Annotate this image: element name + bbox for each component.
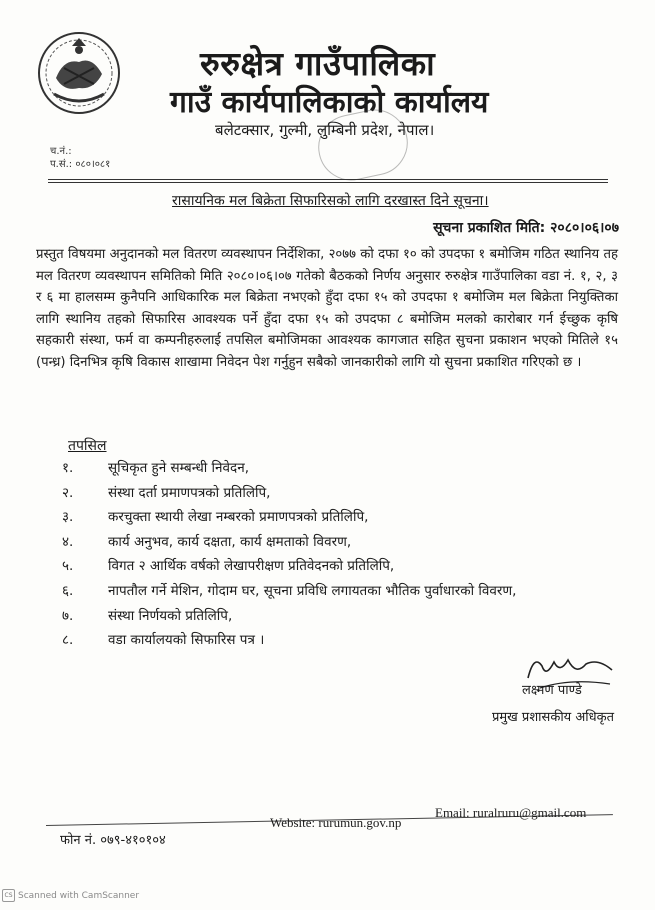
list-item xyxy=(62,483,582,508)
list-item-number: ४. xyxy=(62,533,74,550)
list-item-number: ३. xyxy=(62,509,74,526)
footer-email: Email: ruralruru@gmail.com xyxy=(435,805,587,820)
list-item-number: ७. xyxy=(62,607,74,624)
ref-number-label: च.नं.: xyxy=(50,146,72,157)
signatory-title: प्रमुख प्रशासकीय अधिकृत xyxy=(492,710,615,725)
header-divider-2 xyxy=(48,182,608,183)
list-item-number: ५. xyxy=(62,558,74,575)
list-item xyxy=(62,556,582,581)
footer-website: Website: rurumun.gov.np xyxy=(270,815,402,830)
notice-body: प्रस्तुत विषयमा अनुदानको मल वितरण व्यवस्थापन निर्देशिका, २०७७ को दफा १० को उपदफा १ बमोजिम गठित स्थानिय तह मल वितरण व्यवस्थापन समितिको मिति २०८०।०६।०७ गतेको बैठकको निर्णय अनुसार रुरुक्षेत्र गाउँपालिका वडा नं. १, २, ३ र ६ मा हालसम्म कुनैपनि आधिकारिक मल बिक्रेता नभएको हुँदा दफा १५ को उपदफा १ बमोजिम मल बिक्रेता नियुक्तिका लागि स्थानिय तहको सिफारिस आवश्यक पर्ने हुँदा दफा १५ को उपदफा ८ बमोजिम मलको कारोबार गर्न ईच्छुक कृषि सहकारी संस्था, फर्म वा कम्पनीहरुलाई तपसिल बमोजिमका आवश्यक कागजात सहित सुचना प्रकाशन भएको मितिले १५ (पन्ध्र) दिनभित्र कृषि विकास शाखामा निवेदन पेश गर्नुहुन सबैको जानकारीको लागि यो सुचना प्रकाशित गरिएको छ । xyxy=(36,247,618,370)
list-item-number: ८. xyxy=(62,632,74,649)
scanner-watermark xyxy=(2,889,139,902)
list-item-number: २. xyxy=(62,484,74,501)
document-list xyxy=(62,458,582,655)
office-subtitle: गाउँ कार्यपालिकाको कार्यालय xyxy=(170,85,489,120)
tapsil-heading: तपसिल xyxy=(68,438,107,454)
camscanner-icon: CS xyxy=(2,889,15,902)
signatory-name: लक्ष्मण पाण्डे xyxy=(522,683,582,698)
list-item-text: संस्था निर्णयको प्रतिलिपि, xyxy=(108,607,233,624)
list-item-text: करचुक्ता स्थायी लेखा नम्बरको प्रमाणपत्रको प्रतिलिपि, xyxy=(108,509,369,526)
header-divider xyxy=(48,179,608,180)
list-item xyxy=(62,606,582,631)
list-item xyxy=(62,581,582,606)
notice-subject: रासायनिक मल बिक्रेता सिफारिसको लागि दरखास्त दिने सूचना। xyxy=(172,193,489,209)
footer-phone: फोन नं. ०७९-४१०१०४ xyxy=(60,833,166,848)
list-item-text: विगत २ आर्थिक वर्षको लेखापरीक्षण प्रतिवेदनको प्रतिलिपि, xyxy=(108,558,395,575)
list-item xyxy=(62,532,582,557)
scanner-label: Scanned with CamScanner xyxy=(18,891,140,901)
list-item-number: १. xyxy=(62,460,74,476)
office-name: रुरुक्षेत्र गाउँपालिका xyxy=(200,44,436,83)
list-item-text: वडा कार्यालयको सिफारिस पत्र । xyxy=(108,632,265,649)
list-item-text: कार्य अनुभव, कार्य दक्षता, कार्य क्षमताको विवरण, xyxy=(108,533,352,550)
letter-number: प.सं.: ०८०।०८१ xyxy=(50,159,111,170)
list-item xyxy=(62,630,582,655)
list-item-text: संस्था दर्ता प्रमाणपत्रको प्रतिलिपि, xyxy=(108,484,271,501)
list-item-text: नापतौल गर्ने मेशिन, गोदाम घर, सूचना प्रविधि लगायतका भौतिक पुर्वाधारको विवरण, xyxy=(108,582,517,599)
nepal-emblem-icon xyxy=(34,28,124,118)
published-date: सूचना प्रकाशित मिति: २०८०।०६।०७ xyxy=(433,220,619,236)
list-item xyxy=(62,458,582,483)
list-item xyxy=(62,507,582,532)
list-item-number: ६. xyxy=(62,582,74,599)
office-address: बलेटक्सार, गुल्मी, लुम्बिनी प्रदेश, नेपाल। xyxy=(215,121,435,139)
list-item-text: सूचिकृत हुने सम्बन्धी निवेदन, xyxy=(108,460,250,476)
